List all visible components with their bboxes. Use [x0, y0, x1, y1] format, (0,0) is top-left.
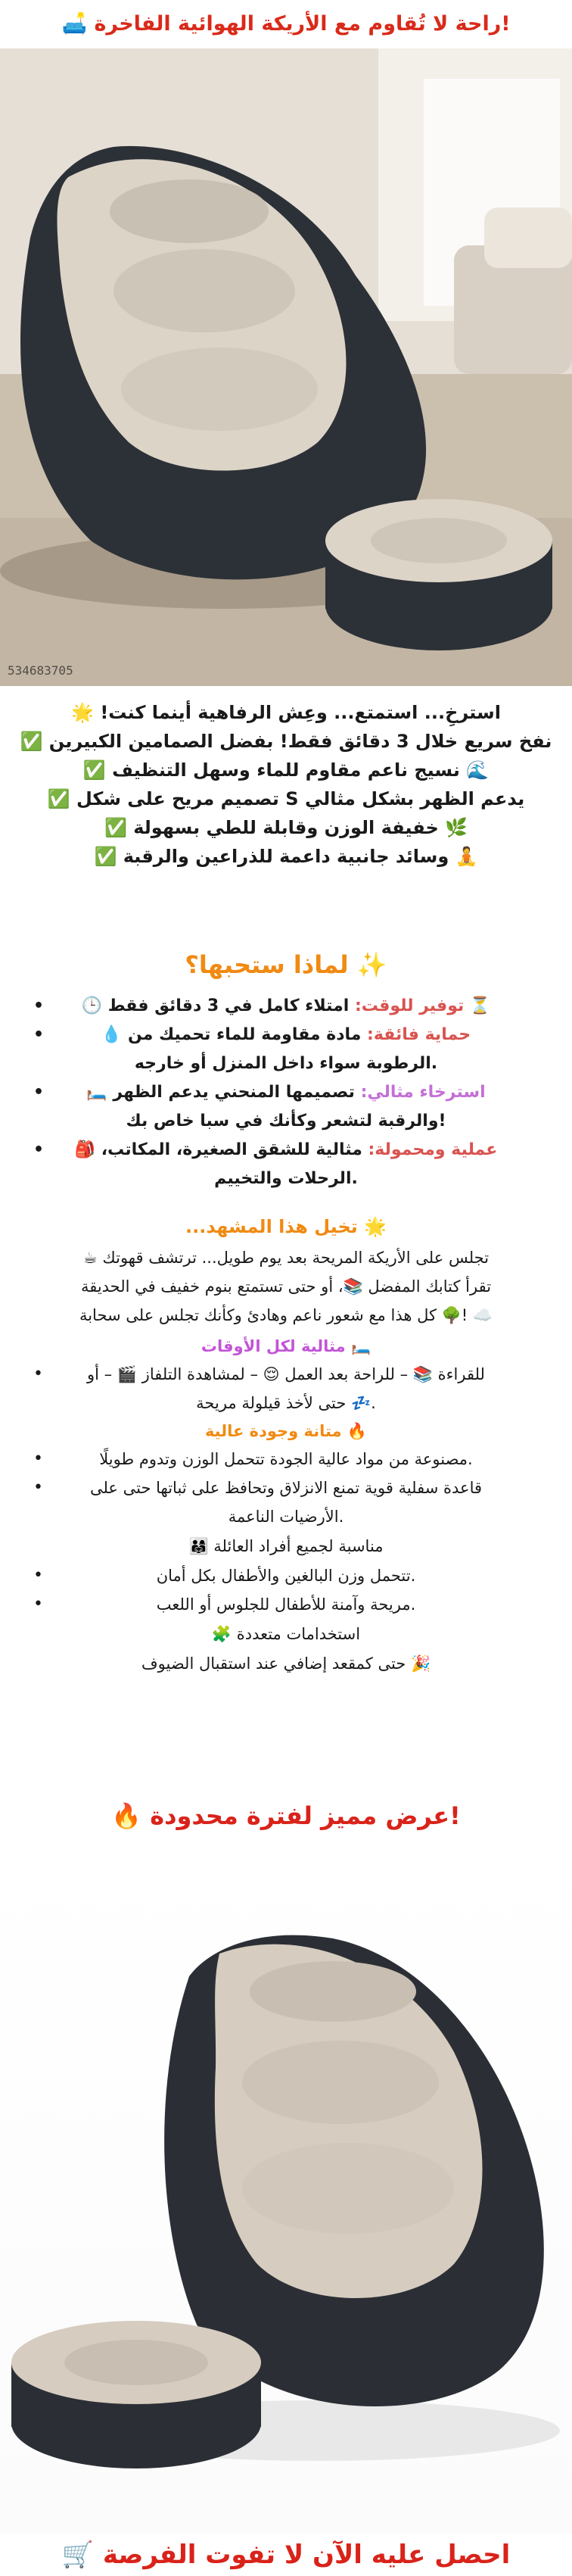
multi-heading: استخدامات متعددة 🧩 — [211, 1625, 361, 1643]
intro-line: يدعم الظهر بشكل مثالي S تصميم مريح على شكل ✅ — [47, 788, 525, 809]
list-item — [0, 1078, 572, 1136]
product-photo-living-room — [0, 48, 572, 686]
bullet-icon: • — [33, 1449, 43, 1468]
intro-section — [0, 698, 572, 871]
why-text: تصميمها المنحني يدعم الظهر 🛏️ — [86, 1083, 361, 1102]
list-item — [0, 1136, 572, 1193]
why-text: امتلاء كامل في 3 دقائق فقط 🕒 — [81, 996, 355, 1015]
list-item: • .تتحمل وزن البالغين والأطفال بكل أمان — [0, 1561, 572, 1590]
list-item: .💤 حتى لأخذ قيلولة مريحة — [196, 1394, 376, 1412]
why-label: استرخاء مثالي: — [360, 1083, 486, 1102]
cta-text: احصل عليه الآن لا تفوت الفرصة 🛒 — [61, 2540, 511, 2570]
intro-line: نفخ سريع خلال 3 دقائق فقط! بفضل الصمامين الكبيرين ✅ — [20, 731, 552, 752]
page-title: !راحة لا تُقاوم مع الأريكة الهوائية الفاخرة 🛋️ — [61, 12, 511, 36]
family-list — [0, 1561, 572, 1619]
list-item: • للقراءة 📚 – للراحة بعد العمل 😌 – لمشاهدة التلفاز 🎬 – أو — [0, 1360, 572, 1389]
watermark-text: 534683705 — [8, 663, 73, 678]
list-item: • .مريحة وآمنة للأطفال للجلوس أو اللعب — [0, 1590, 572, 1619]
multi-list — [0, 1649, 572, 1678]
why-text: مادة مقاومة للماء تحميك من 💧 — [101, 1025, 368, 1044]
bullet-icon: • — [33, 1083, 45, 1102]
list-item — [0, 992, 572, 1021]
why-heading: ✨ لماذا ستحبها؟ — [185, 950, 387, 979]
intro-line: 🌊 نسيج ناعم مقاوم للماء وسهل التنظيف ✅ — [82, 759, 490, 781]
bullet-icon: • — [33, 1364, 43, 1383]
uses-heading: 🛏️ مثالية لكل الأوقات — [201, 1337, 371, 1355]
chair-illustration-1 — [0, 48, 572, 686]
why-list — [0, 992, 572, 1193]
quality-heading: 🔥 متانة وجودة عالية — [204, 1422, 368, 1440]
bullet-icon: • — [33, 996, 45, 1015]
why-text: مثالية للشقق الصغيرة، المكاتب، 🎒 — [74, 1140, 368, 1159]
why-text-cont: .الرطوبة سواء داخل المنزل أو خارجه — [134, 1054, 438, 1073]
why-label: حماية فائقة: — [367, 1025, 471, 1044]
bullet-icon: • — [33, 1478, 43, 1497]
bullet-icon: • — [33, 1140, 45, 1159]
product-photo-studio — [0, 1840, 572, 2534]
why-text-cont: !والرقبة لتشعر وكأنك في سبا خاص بك — [126, 1112, 446, 1131]
list-item — [0, 1021, 572, 1078]
scene-heading: 🌟 تخيل هذا المشهد... — [185, 1216, 387, 1237]
why-label: عملية ومحمولة: — [368, 1140, 498, 1159]
uses-list — [0, 1360, 572, 1417]
bullet-icon: • — [33, 1595, 43, 1614]
why-label: ⏳ توفير للوقت: — [354, 996, 491, 1015]
scene-line: تقرأ كتابك المفضل 📚، أو حتى تستمتع بنوم خفيف في الحديقة — [80, 1277, 492, 1296]
list-item: • .مصنوعة من مواد عالية الجودة تتحمل الوزن وتدوم طويلًا — [0, 1445, 572, 1474]
quality-list — [0, 1445, 572, 1531]
bullet-icon: • — [33, 1025, 45, 1044]
why-text-cont: .الرحلات والتخييم — [214, 1169, 358, 1188]
bullet-icon: • — [33, 1566, 43, 1585]
intro-line: استرخِ... استمتع... وعِش الرفاهية أينما كنت! 🌟 — [71, 702, 501, 723]
family-heading: مناسبة لجميع أفراد العائلة 👨‍👩‍👧 — [188, 1537, 384, 1555]
chair-illustration-2 — [0, 1840, 572, 2534]
offer-text: !عرض مميز لفترة محدودة 🔥 — [111, 1801, 461, 1830]
list-item: 🎉 حتى كمقعد إضافي عند استقبال الضيوف — [141, 1654, 431, 1673]
scene-paragraph — [0, 1243, 572, 1330]
list-item: • قاعدة سفلية قوية تمنع الانزلاق وتحافظ على ثباتها حتى على .الأرضيات الناعمة — [0, 1474, 572, 1531]
intro-line: 🧘 وسائد جانبية داعمة للذراعين والرقبة ✅ — [94, 846, 478, 867]
scene-line: ☁️ !🌳 كل هذا مع شعور ناعم وهادئ وكأنك تجلس على سحابة — [79, 1306, 493, 1324]
intro-line: 🌿 خفيفة الوزن وقابلة للطي بسهولة ✅ — [104, 817, 468, 838]
scene-line: تجلس على الأريكة المريحة بعد يوم طويل... ترتشف قهوتك ☕ — [82, 1249, 490, 1267]
